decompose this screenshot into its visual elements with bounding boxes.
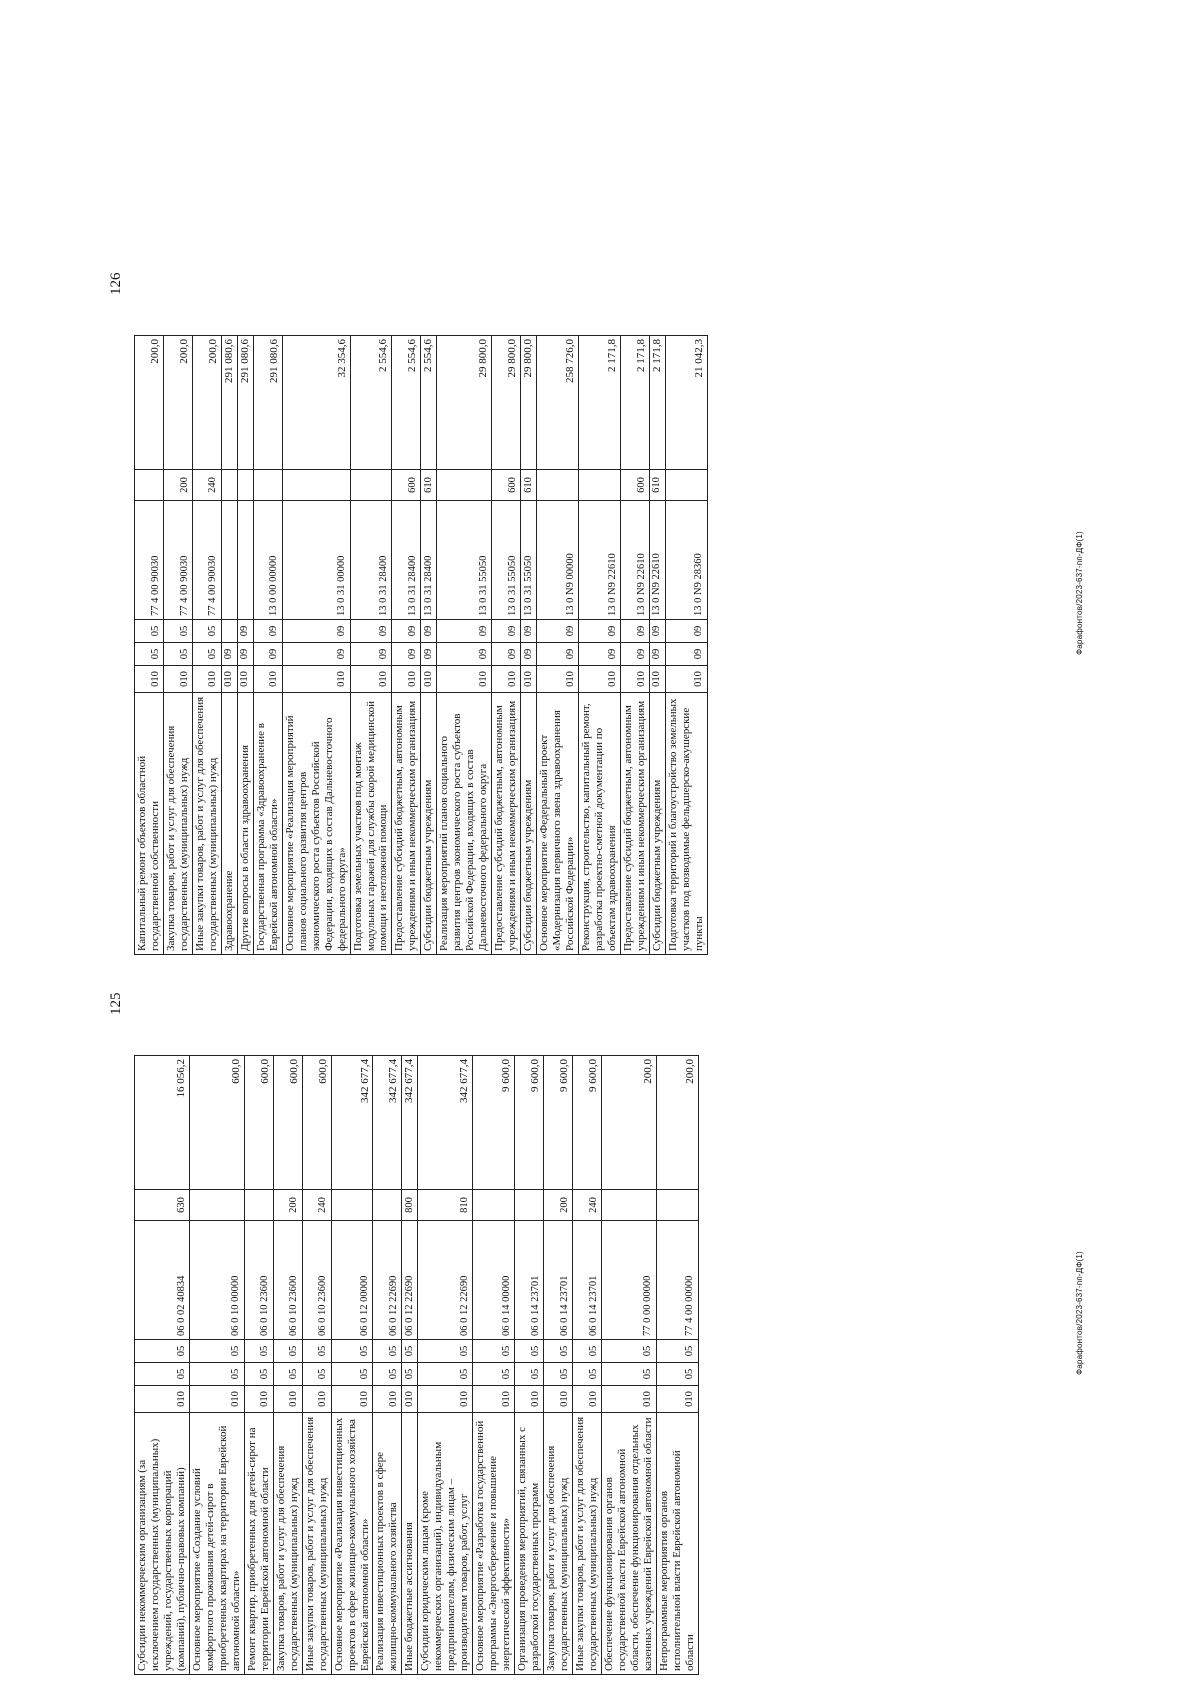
row-code-cell: 010 [421,666,437,693]
table-row [573,1056,602,1675]
row-code-cell: 010 [402,1386,418,1413]
row-expense-type-cell [189,1190,244,1221]
row-target-article-cell: 77 4 00 90030 [163,501,192,620]
row-target-article-cell: 06 0 10 23600 [244,1221,273,1340]
row-code-cell: 010 [665,666,707,693]
table-row [544,1056,573,1675]
row-section-cell: 09 [421,643,437,666]
table-row [656,1056,698,1675]
row-section-cell: 05 [402,1363,418,1386]
document-footer: Фарафонтов/2023-637-пп-ДФ(1) [1075,531,1084,655]
row-target-article-cell: 13 0 31 55050 [492,501,521,620]
row-code-cell: 010 [163,666,192,693]
table-row [515,1056,544,1675]
row-section-cell: 09 [253,643,282,666]
row-code-cell: 010 [135,666,164,693]
row-sum-cell: 200,0 [656,1056,698,1190]
table-row [620,336,649,955]
row-subsection-cell: 05 [331,1340,373,1363]
row-expense-type-cell: 800 [402,1190,418,1221]
row-target-article-cell: 06 0 12 22690 [418,1221,473,1340]
row-subsection-cell: 05 [601,1340,656,1363]
table-row [244,1056,273,1675]
row-section-cell: 09 [665,643,707,666]
row-name-cell: Предоставление субсидий бюджетным, автономным учреждениям и иным некоммерческим организациям [620,693,649,955]
row-code-cell: 010 [244,1386,273,1413]
row-section-cell: 05 [515,1363,544,1386]
row-code-cell: 010 [515,1386,544,1413]
row-section-cell: 05 [273,1363,302,1386]
row-target-article-cell [237,501,253,620]
row-sum-cell: 2 554,6 [350,336,392,470]
row-section-cell: 09 [521,643,537,666]
row-sum-cell: 200,0 [163,336,192,470]
row-target-article-cell: 06 0 14 23701 [515,1221,544,1340]
row-name-cell: Реконструкция, строительство, капитальный ремонт, разработка проектно-сметной документации по объектам здравоохранения [579,693,621,955]
row-subsection-cell: 05 [418,1340,473,1363]
row-target-article-cell: 77 4 00 90030 [192,501,221,620]
row-code-cell: 010 [350,666,392,693]
row-section-cell: 05 [135,1363,190,1386]
row-expense-type-cell [515,1190,544,1221]
row-subsection-cell: 09 [665,620,707,643]
row-code-cell: 010 [282,666,350,693]
row-target-article-cell: 13 0 N9 00000 [537,501,579,620]
row-sum-cell: 9 600,0 [515,1056,544,1190]
row-expense-type-cell [437,470,492,501]
row-target-article-cell: 13 0 31 28400 [350,501,392,620]
row-code-cell: 010 [544,1386,573,1413]
row-code-cell: 010 [492,666,521,693]
row-subsection-cell: 05 [402,1340,418,1363]
row-target-article-cell: 06 0 10 00000 [189,1221,244,1340]
row-section-cell: 09 [221,643,237,666]
table-row [521,336,537,955]
row-code-cell: 010 [392,666,421,693]
row-expense-type-cell [473,1190,515,1221]
row-sum-cell: 29 800,0 [521,336,537,470]
row-name-cell: Иные бюджетные ассигнования [402,1413,418,1675]
row-expense-type-cell [656,1190,698,1221]
table-row [579,336,621,955]
table-row [221,336,237,955]
row-subsection-cell: 05 [544,1340,573,1363]
row-target-article-cell: 13 0 31 28400 [392,501,421,620]
row-target-article-cell [221,501,237,620]
row-name-cell: Закупка товаров, работ и услуг для обеспечения государственных (муниципальных) нужд [273,1413,302,1675]
row-section-cell: 05 [573,1363,602,1386]
row-subsection-cell: 05 [656,1340,698,1363]
page-125-panel [100,992,1100,1675]
row-section-cell: 05 [656,1363,698,1386]
row-expense-type-cell [282,470,350,501]
table-body [135,336,708,955]
row-subsection-cell: 09 [421,620,437,643]
row-subsection-cell: 05 [373,1340,402,1363]
row-name-cell: Иные закупки товаров, работ и услуг для обеспечения государственных (муниципальных) нужд [302,1413,331,1675]
row-code-cell: 010 [579,666,621,693]
table-row [192,336,221,955]
row-name-cell: Субсидии бюджетным учреждениям [421,693,437,955]
row-name-cell: Субсидии юридическим лицам (кроме некоммерческих организаций), индивидуальным предпринимателям, физическим лицам – производителям товаров, работ, услуг [418,1413,473,1675]
row-name-cell: Субсидии бюджетным учреждениям [521,693,537,955]
row-subsection-cell: 09 [492,620,521,643]
row-sum-cell: 291 080,6 [253,336,282,470]
row-name-cell: Закупка товаров, работ и услуг для обеспечения государственных (муниципальных) нужд [163,693,192,955]
row-name-cell: Субсидии некоммерческим организациям (за исключением государственных (муниципальных) учреждений, государственных корпораций (компаний), публично-правовых компаний) [135,1413,190,1675]
table-row [282,336,350,955]
row-sum-cell: 2 554,6 [421,336,437,470]
row-expense-type-cell [244,1190,273,1221]
row-name-cell: Предоставление субсидий бюджетным, автономным учреждениям и иным некоммерческим организациям [392,693,421,955]
row-section-cell: 05 [189,1363,244,1386]
table-row [302,1056,331,1675]
row-subsection-cell: 09 [620,620,649,643]
row-code-cell: 010 [601,1386,656,1413]
table-row [273,1056,302,1675]
row-expense-type-cell: 610 [421,470,437,501]
row-sum-cell: 342 677,4 [418,1056,473,1190]
row-subsection-cell: 05 [515,1340,544,1363]
row-code-cell: 010 [649,666,665,693]
row-name-cell: Государственная программа «Здравоохранение в Еврейской автономной области» [253,693,282,955]
row-code-cell: 010 [221,666,237,693]
row-code-cell: 010 [302,1386,331,1413]
row-target-article-cell: 06 0 10 23600 [273,1221,302,1340]
row-name-cell: Подготовка территорий и благоустройство земельных участков под возводимые фельдшерско-акушерские пункты [665,693,707,955]
table-row [392,336,421,955]
row-name-cell: Подготовка земельных участков под монтаж модульных гаражей для службы скорой медицинской помощи и неотложной помощи [350,693,392,955]
row-sum-cell: 200,0 [135,336,164,470]
row-code-cell: 010 [373,1386,402,1413]
row-subsection-cell: 09 [521,620,537,643]
row-expense-type-cell [237,470,253,501]
row-target-article-cell: 06 0 02 40834 [135,1221,190,1340]
row-section-cell: 09 [282,643,350,666]
row-subsection-cell: 05 [192,620,221,643]
row-subsection-cell: 05 [573,1340,602,1363]
row-section-cell: 09 [620,643,649,666]
row-code-cell: 010 [331,1386,373,1413]
row-name-cell: Основное мероприятие «Федеральный проект «Модернизация первичного звена здравоохранения Российской Федерации» [537,693,579,955]
row-code-cell: 010 [273,1386,302,1413]
row-subsection-cell: 05 [473,1340,515,1363]
row-subsection-cell: 09 [350,620,392,643]
row-name-cell: Основное мероприятие «Разработка государственной программы «Энергосбережение и повышение энергетической эффективности» [473,1413,515,1675]
row-expense-type-cell: 240 [573,1190,602,1221]
row-expense-type-cell [331,1190,373,1221]
row-target-article-cell: 77 0 00 00000 [601,1221,656,1340]
row-target-article-cell: 13 0 31 55050 [437,501,492,620]
row-target-article-cell: 13 0 N9 22610 [620,501,649,620]
row-expense-type-cell: 600 [492,470,521,501]
row-expense-type-cell: 200 [163,470,192,501]
row-name-cell: Реализация мероприятий планов социального развития центров экономического роста субъектов Российской Федерации, входящих в состав Дальневосточного федерального округа [437,693,492,955]
row-name-cell: Основное мероприятие «Реализация мероприятий планов социального развития центров экономического роста субъектов Российской Федерации, входящих в состав Дальневосточного федерального округа» [282,693,350,955]
row-sum-cell: 291 080,6 [221,336,237,470]
row-section-cell: 05 [135,643,164,666]
row-subsection-cell: 09 [437,620,492,643]
row-expense-type-cell: 240 [302,1190,331,1221]
row-sum-cell: 342 677,4 [402,1056,418,1190]
row-expense-type-cell: 600 [392,470,421,501]
table-row [537,336,579,955]
row-target-article-cell: 13 0 31 28400 [421,501,437,620]
row-target-article-cell: 13 0 N9 22610 [649,501,665,620]
budget-table [134,1055,699,1675]
row-target-article-cell: 06 0 14 23701 [573,1221,602,1340]
budget-table [134,335,708,955]
row-sum-cell: 2 554,6 [392,336,421,470]
row-code-cell: 010 [473,1386,515,1413]
row-expense-type-cell: 610 [521,470,537,501]
table-row [163,336,192,955]
table-row [492,336,521,955]
row-subsection-cell: 05 [273,1340,302,1363]
row-target-article-cell: 06 0 14 00000 [473,1221,515,1340]
row-expense-type-cell: 200 [273,1190,302,1221]
row-name-cell: Субсидии бюджетным учреждениям [649,693,665,955]
document-footer: Фарафонтов/2023-637-пп-ДФ(1) [1075,1251,1084,1375]
row-sum-cell: 200,0 [601,1056,656,1190]
row-name-cell: Непрограммные мероприятия органов исполнительной власти Еврейской автономной области [656,1413,698,1675]
row-sum-cell: 32 354,6 [282,336,350,470]
table-row [135,1056,190,1675]
row-expense-type-cell [579,470,621,501]
row-section-cell: 05 [373,1363,402,1386]
row-subsection-cell: 09 [392,620,421,643]
row-expense-type-cell: 610 [649,470,665,501]
row-expense-type-cell: 810 [418,1190,473,1221]
row-name-cell: Иные закупки товаров, работ и услуг для обеспечения государственных (муниципальных) нужд [573,1413,602,1675]
row-code-cell: 010 [620,666,649,693]
table-row [237,336,253,955]
row-name-cell: Основное мероприятие «Создание условий комфортного проживания детей-сирот в приобретенных квартирах на территории Еврейской автономной области» [189,1413,244,1675]
row-code-cell: 010 [418,1386,473,1413]
row-subsection-cell: 05 [189,1340,244,1363]
table-row [601,1056,656,1675]
row-name-cell: Организация проведения мероприятий, связанных с разработкой государственных программ [515,1413,544,1675]
row-code-cell: 010 [521,666,537,693]
row-sum-cell: 9 600,0 [573,1056,602,1190]
row-sum-cell: 2 171,8 [649,336,665,470]
row-sum-cell: 29 800,0 [492,336,521,470]
row-sum-cell: 29 800,0 [437,336,492,470]
row-expense-type-cell [221,470,237,501]
row-section-cell: 05 [601,1363,656,1386]
table-row [189,1056,244,1675]
table-row [421,336,437,955]
row-name-cell: Закупка товаров, работ и услуг для обеспечения государственных (муниципальных) нужд [544,1413,573,1675]
row-section-cell: 09 [350,643,392,666]
table-row [331,1056,373,1675]
row-section-cell: 05 [163,643,192,666]
row-subsection-cell: 05 [244,1340,273,1363]
row-sum-cell: 600,0 [273,1056,302,1190]
row-target-article-cell: 13 0 N9 28360 [665,501,707,620]
row-subsection-cell: 09 [537,620,579,643]
row-name-cell: Обеспечение функционирования органов государственной власти Еврейской автономной области, обеспечение функционирования отдельных казенных учреждений Еврейской автономной области [601,1413,656,1675]
row-sum-cell: 342 677,4 [331,1056,373,1190]
row-subsection-cell: 09 [237,620,253,643]
table-row [135,336,164,955]
row-expense-type-cell [253,470,282,501]
row-code-cell: 010 [573,1386,602,1413]
row-target-article-cell: 13 0 00 00000 [253,501,282,620]
row-subsection-cell: 05 [302,1340,331,1363]
table-row [253,336,282,955]
row-section-cell: 05 [418,1363,473,1386]
row-sum-cell: 9 600,0 [473,1056,515,1190]
row-target-article-cell: 13 0 31 00000 [282,501,350,620]
row-code-cell: 010 [656,1386,698,1413]
row-target-article-cell: 06 0 12 22690 [373,1221,402,1340]
row-sum-cell: 342 677,4 [373,1056,402,1190]
table-row [473,1056,515,1675]
table-row [350,336,392,955]
page-number: 125 [108,992,124,1015]
row-expense-type-cell [665,470,707,501]
row-section-cell: 05 [544,1363,573,1386]
row-code-cell: 010 [537,666,579,693]
row-name-cell: Другие вопросы в области здравоохранения [237,693,253,955]
row-subsection-cell: 09 [282,620,350,643]
row-expense-type-cell: 600 [620,470,649,501]
page-number: 126 [108,272,124,295]
row-section-cell: 09 [649,643,665,666]
row-section-cell: 09 [579,643,621,666]
row-expense-type-cell: 200 [544,1190,573,1221]
row-expense-type-cell [350,470,392,501]
row-expense-type-cell [601,1190,656,1221]
row-section-cell: 09 [492,643,521,666]
row-code-cell: 010 [253,666,282,693]
row-section-cell: 05 [192,643,221,666]
row-expense-type-cell: 240 [192,470,221,501]
row-subsection-cell: 05 [163,620,192,643]
row-section-cell: 05 [331,1363,373,1386]
row-sum-cell: 16 056,2 [135,1056,190,1190]
row-sum-cell: 291 080,6 [237,336,253,470]
row-code-cell: 010 [192,666,221,693]
row-target-article-cell: 06 0 14 23701 [544,1221,573,1340]
row-sum-cell: 258 726,0 [537,336,579,470]
row-subsection-cell: 05 [135,1340,190,1363]
row-sum-cell: 600,0 [189,1056,244,1190]
row-target-article-cell: 77 4 00 00000 [656,1221,698,1340]
row-code-cell: 010 [437,666,492,693]
row-name-cell: Реализация инвестиционных проектов в сфере жилищно-коммунального хозяйства [373,1413,402,1675]
row-expense-type-cell [135,470,164,501]
row-section-cell: 05 [473,1363,515,1386]
table-body [135,1056,699,1675]
row-name-cell: Здравоохранение [221,693,237,955]
row-code-cell: 010 [135,1386,190,1413]
row-expense-type-cell [373,1190,402,1221]
row-name-cell: Иные закупки товаров, работ и услуг для обеспечения государственных (муниципальных) нужд [192,693,221,955]
row-sum-cell: 2 171,8 [579,336,621,470]
table-row [418,1056,473,1675]
row-section-cell: 09 [237,643,253,666]
row-name-cell: Капитальный ремонт объектов областной государственной собственности [135,693,164,955]
row-target-article-cell: 77 4 00 90030 [135,501,164,620]
table-row [437,336,492,955]
row-code-cell: 010 [237,666,253,693]
table-row [402,1056,418,1675]
table-row [373,1056,402,1675]
row-expense-type-cell: 630 [135,1190,190,1221]
row-expense-type-cell [537,470,579,501]
row-subsection-cell: 09 [579,620,621,643]
row-target-article-cell: 06 0 12 00000 [331,1221,373,1340]
row-target-article-cell: 13 0 31 55050 [521,501,537,620]
row-name-cell: Предоставление субсидий бюджетным, автономным учреждениям и иным некоммерческим организациям [492,693,521,955]
row-sum-cell: 21 042,3 [665,336,707,470]
row-subsection-cell [221,620,237,643]
row-target-article-cell: 13 0 N9 22610 [579,501,621,620]
row-sum-cell: 9 600,0 [544,1056,573,1190]
row-sum-cell: 2 171,8 [620,336,649,470]
row-name-cell: Ремонт квартир, приобретенных для детей-сирот на территории Еврейской автономной области [244,1413,273,1675]
row-sum-cell: 600,0 [302,1056,331,1190]
row-subsection-cell: 05 [135,620,164,643]
row-section-cell: 05 [302,1363,331,1386]
row-section-cell: 09 [537,643,579,666]
row-section-cell: 05 [244,1363,273,1386]
row-code-cell: 010 [189,1386,244,1413]
row-section-cell: 09 [437,643,492,666]
table-row [665,336,707,955]
row-subsection-cell: 09 [649,620,665,643]
row-name-cell: Основное мероприятие «Реализация инвестиционных проектов в сфере жилищно-коммунального хозяйства Еврейской автономной области» [331,1413,373,1675]
row-subsection-cell: 09 [253,620,282,643]
row-sum-cell: 600,0 [244,1056,273,1190]
page-126-panel [100,272,1100,955]
row-sum-cell: 200,0 [192,336,221,470]
row-target-article-cell: 06 0 10 23600 [302,1221,331,1340]
row-section-cell: 09 [392,643,421,666]
row-target-article-cell: 06 0 12 22690 [402,1221,418,1340]
table-row [649,336,665,955]
